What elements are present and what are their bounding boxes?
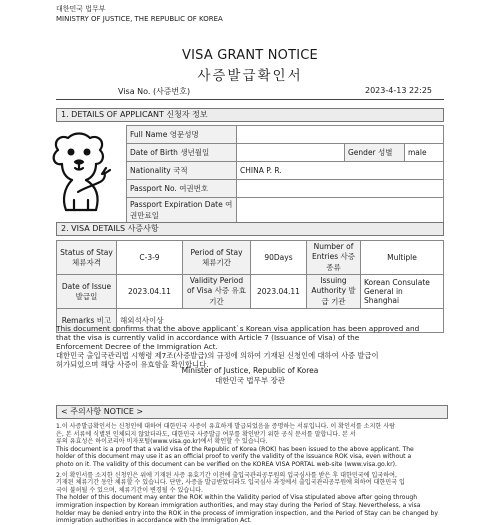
confirmation-line: This document confirms that the above applicant`s Korean visa application has been approved and [56, 324, 420, 333]
entries-label: Number of Entries 사증 종류 [307, 241, 361, 275]
passport-no-label: Passport No. 여권번호 [127, 180, 237, 198]
date-of-issue-label: Date of Issue 발급일 [57, 275, 117, 309]
status-of-stay-label: Status of Stay 체류자격 [57, 241, 117, 275]
remarks-label: Remarks 비고 [57, 309, 117, 333]
validity-period-label: Validity Period of Visa 사증 유효기간 [183, 275, 251, 309]
table-row [57, 275, 444, 309]
signer-ko: 대한민국 법무부 장관 [215, 376, 285, 385]
header-divider [56, 99, 444, 100]
issuing-authority-label: Issuing Authority 발급 기관 [307, 275, 361, 309]
confirmation-line: 허가되었으며 해당 사증이 유효함을 확인합니다. [56, 360, 209, 369]
date-of-issue-value: 2023.04.11 [117, 275, 183, 309]
period-of-stay-value: 90Days [251, 241, 307, 275]
dob-label: Date of Birth 생년월일 [127, 144, 237, 162]
passport-expiration-label: Passport Expiration Date 여권만료일 [127, 198, 237, 223]
gender-value: male [405, 144, 444, 162]
visa-details-table [56, 240, 444, 333]
passport-no-value [237, 180, 444, 198]
full-name-label: Full Name 영문성명 [127, 126, 237, 144]
issuing-authority-value: Korean Consulate General in Shanghai [361, 275, 444, 309]
confirmation-line: that the visa is currently valid in accordance with Article 7 (Issuance of Visa) of the [56, 333, 360, 342]
applicant-photo-dog-drawing-icon [44, 130, 118, 214]
confirmation-line: Enforcement Decree of the Immigration Act. [56, 342, 218, 351]
notice-line: immigration inspection by Korean immigration authorities, and may stay during the Period of Stay. Nevertheless, a visa [56, 501, 421, 509]
notice-body [56, 423, 448, 525]
notice-line: 2.이 확인서를 소지한 신청인은 위에 기재된 사증 유효기간 이전에 출입국관리공무원의 입국심사를 받은 후 대한민국에 입국하여, [56, 471, 397, 479]
notice-line: 1.이 사증발급확인서는 신청인에 대하여 대한민국 사증이 유효하게 발급되었음을 증명하는 서류입니다. 이 확인서를 소지한 사람 [56, 423, 396, 430]
notice-line: 은, 본 서류에 식별된 인체되지 않았더라도, 대한민국 사증발급 여부를 확인받기 위한 공식 문서를 말합니다. 본 서 [56, 430, 356, 438]
notice-line: holder of this document may use it as an official proof to verify the validity of the issuance ROK visa, even without a [56, 453, 412, 461]
period-of-stay-label: Period of Stay 체류기간 [183, 241, 251, 275]
notice-title: < 주의사항 NOTICE > [56, 405, 448, 419]
notice-line: This document is a proof that a valid visa of the Republic of Korea (ROK) has been issued to the above applicant. The [56, 445, 414, 453]
ministry-header [56, 4, 223, 24]
status-of-stay-value: C-3-9 [117, 241, 183, 275]
notice-line: immigration authorities in accordance with the Immigration Act. [56, 517, 252, 525]
full-name-value [237, 126, 444, 144]
signer-en: Minister of Justice, Republic of Korea [181, 366, 319, 375]
nationality-value: CHINA P. R. [237, 162, 444, 180]
remarks-value: 해외석사이상 [117, 309, 444, 333]
nationality-label: Nationality 국적 [127, 162, 237, 180]
document-title-ko: 사증발급확인서 [197, 68, 303, 84]
ministry-name-ko: 대한민국 법무부 [56, 5, 106, 13]
confirmation-line: 대한민국 출입국관리법 시행령 제7조(사증발급)의 규정에 의하여 기재된 신청인에 대하여 사증 발급이 [56, 351, 379, 360]
confirmation-statement [56, 324, 448, 369]
dob-value [237, 144, 345, 162]
passport-expiration-value [237, 198, 444, 223]
notice-line: The holder of this document may enter the ROK within the Validity period of Visa stipulated above after going through [56, 494, 418, 502]
notice-line: 국이 불허될 수 있으며, 체류기간이 변경될 수 있습니다. [56, 486, 203, 494]
gender-label: Gender 성별 [345, 144, 405, 162]
table-row [127, 162, 444, 180]
document-title-en: VISA GRANT NOTICE [182, 48, 318, 63]
signer-block [0, 366, 500, 386]
ministry-name-en: MINISTRY OF JUSTICE, THE REPUBLIC OF KOREA [56, 15, 223, 23]
notice-line: photo on it. The validity of this document can be verified on the KOREA VISA PORTAL web-site (www.visa.go.kr). [56, 460, 397, 468]
applicant-details-table [126, 125, 444, 223]
validity-period-value: 2023.04.11 [251, 275, 307, 309]
table-row [57, 241, 444, 275]
table-row [127, 180, 444, 198]
notice-line: 류의 유효성은 하이코리아 비자포털(www.visa.go.kr)에서 확인할 수 있습니다. [56, 438, 268, 446]
table-row [127, 144, 444, 162]
table-row [127, 198, 444, 223]
notice-line: 기재된 체류기간 동안 체류할 수 있습니다. 단만, 사증을 발급받았더라도 입국심사 과정에서 출입국관리공무원에 의하여 대한민국 입 [56, 479, 405, 487]
issue-datetime: 2023-4-13 22:25 [365, 86, 432, 95]
notice-line: holder may be denied entry into the ROK in the process of immigration inspection, and the Period of Stay can be changed by [56, 509, 438, 517]
visa-number-label: Visa No. (사증번호) [118, 87, 191, 96]
entries-value: Multiple [361, 241, 444, 275]
visa-section-title: 2. VISA DETAILS 사증사항 [56, 222, 444, 236]
applicant-section-title: 1. DETAILS OF APPLICANT 신청자 정보 [56, 108, 444, 122]
table-row [127, 126, 444, 144]
